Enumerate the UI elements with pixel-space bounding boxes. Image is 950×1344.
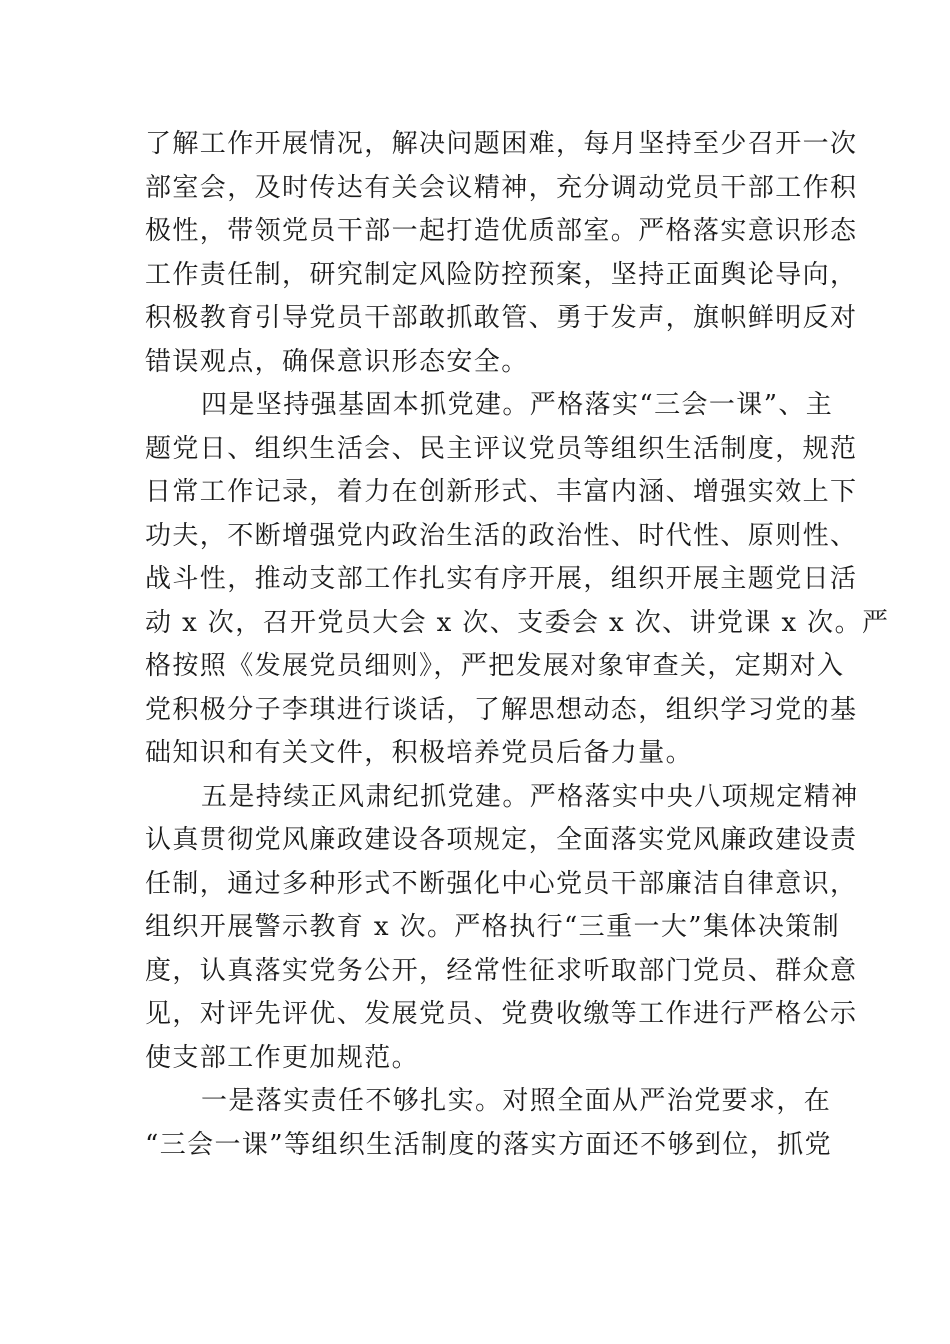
text-line: 了解工作开展情况，解决问题困难，每月坚持至少召开一次 <box>145 129 858 159</box>
text-line: 认真贯彻党风廉政建设各项规定，全面落实党风廉政建设责 <box>145 825 858 855</box>
text-line: 部室会，及时传达有关会议精神，充分调动党员干部工作积 <box>145 172 858 203</box>
paragraph-1 <box>145 123 858 384</box>
text-line: 五是持续正风肃纪抓党建。严格落实中央八项规定精神 <box>201 781 859 812</box>
text-line: 使支部工作更加规范。 <box>145 1042 420 1073</box>
text-line: 一是落实责任不够扎实。对照全面从严治党要求，在 <box>201 1086 832 1116</box>
text-line: 党积极分子李琪进行谈话，了解思想动态，组织学习党的基 <box>145 694 858 725</box>
paragraph-2 <box>145 384 890 776</box>
paragraph-4 <box>145 1080 832 1167</box>
text-line: 础知识和有关文件，积极培养党员后备力量。 <box>145 738 694 768</box>
text-line: 积极教育引导党员干部敢抓敢管、勇于发声，旗帜鲜明反对 <box>145 303 858 333</box>
text-line: 格按照《发展党员细则》，严把发展对象审查关，定期对入 <box>145 651 845 681</box>
text-line: 四是坚持强基固本抓党建。严格落实“三会一课”、主 <box>201 390 834 420</box>
text-line: 功夫，不断增强党内政治生活的政治性、时代性、原则性、 <box>145 520 858 551</box>
text-line: 动 x 次，召开党员大会 x 次、支委会 x 次、讲党课 x 次。严 <box>145 607 890 638</box>
text-line: 题党日、组织生活会、民主评议党员等组织生活制度，规范 <box>145 433 858 464</box>
text-line: 见，对评先评优、发展党员、党费收缴等工作进行严格公示 <box>145 999 858 1029</box>
document-page <box>145 123 890 1167</box>
text-line: 工作责任制，研究制定风险防控预案，坚持正面舆论导向， <box>145 259 858 290</box>
text-line: 错误观点，确保意识形态安全。 <box>145 346 529 377</box>
text-line: 组织开展警示教育 x 次。严格执行“三重一大”集体决策制 <box>145 912 840 942</box>
text-line: “三会一课”等组织生活制度的落实方面还不够到位，抓党 <box>145 1129 832 1160</box>
paragraph-3 <box>145 776 859 1081</box>
text-line: 任制，通过多种形式不断强化中心党员干部廉洁自律意识， <box>145 868 858 899</box>
text-line: 战斗性，推动支部工作扎实有序开展，组织开展主题党日活 <box>145 564 858 594</box>
text-line: 日常工作记录，着力在创新形式、丰富内涵、增强实效上下 <box>145 477 858 507</box>
text-line: 极性，带领党员干部一起打造优质部室。严格落实意识形态 <box>145 216 858 246</box>
text-line: 度，认真落实党务公开，经常性征求听取部门党员、群众意 <box>145 955 858 986</box>
